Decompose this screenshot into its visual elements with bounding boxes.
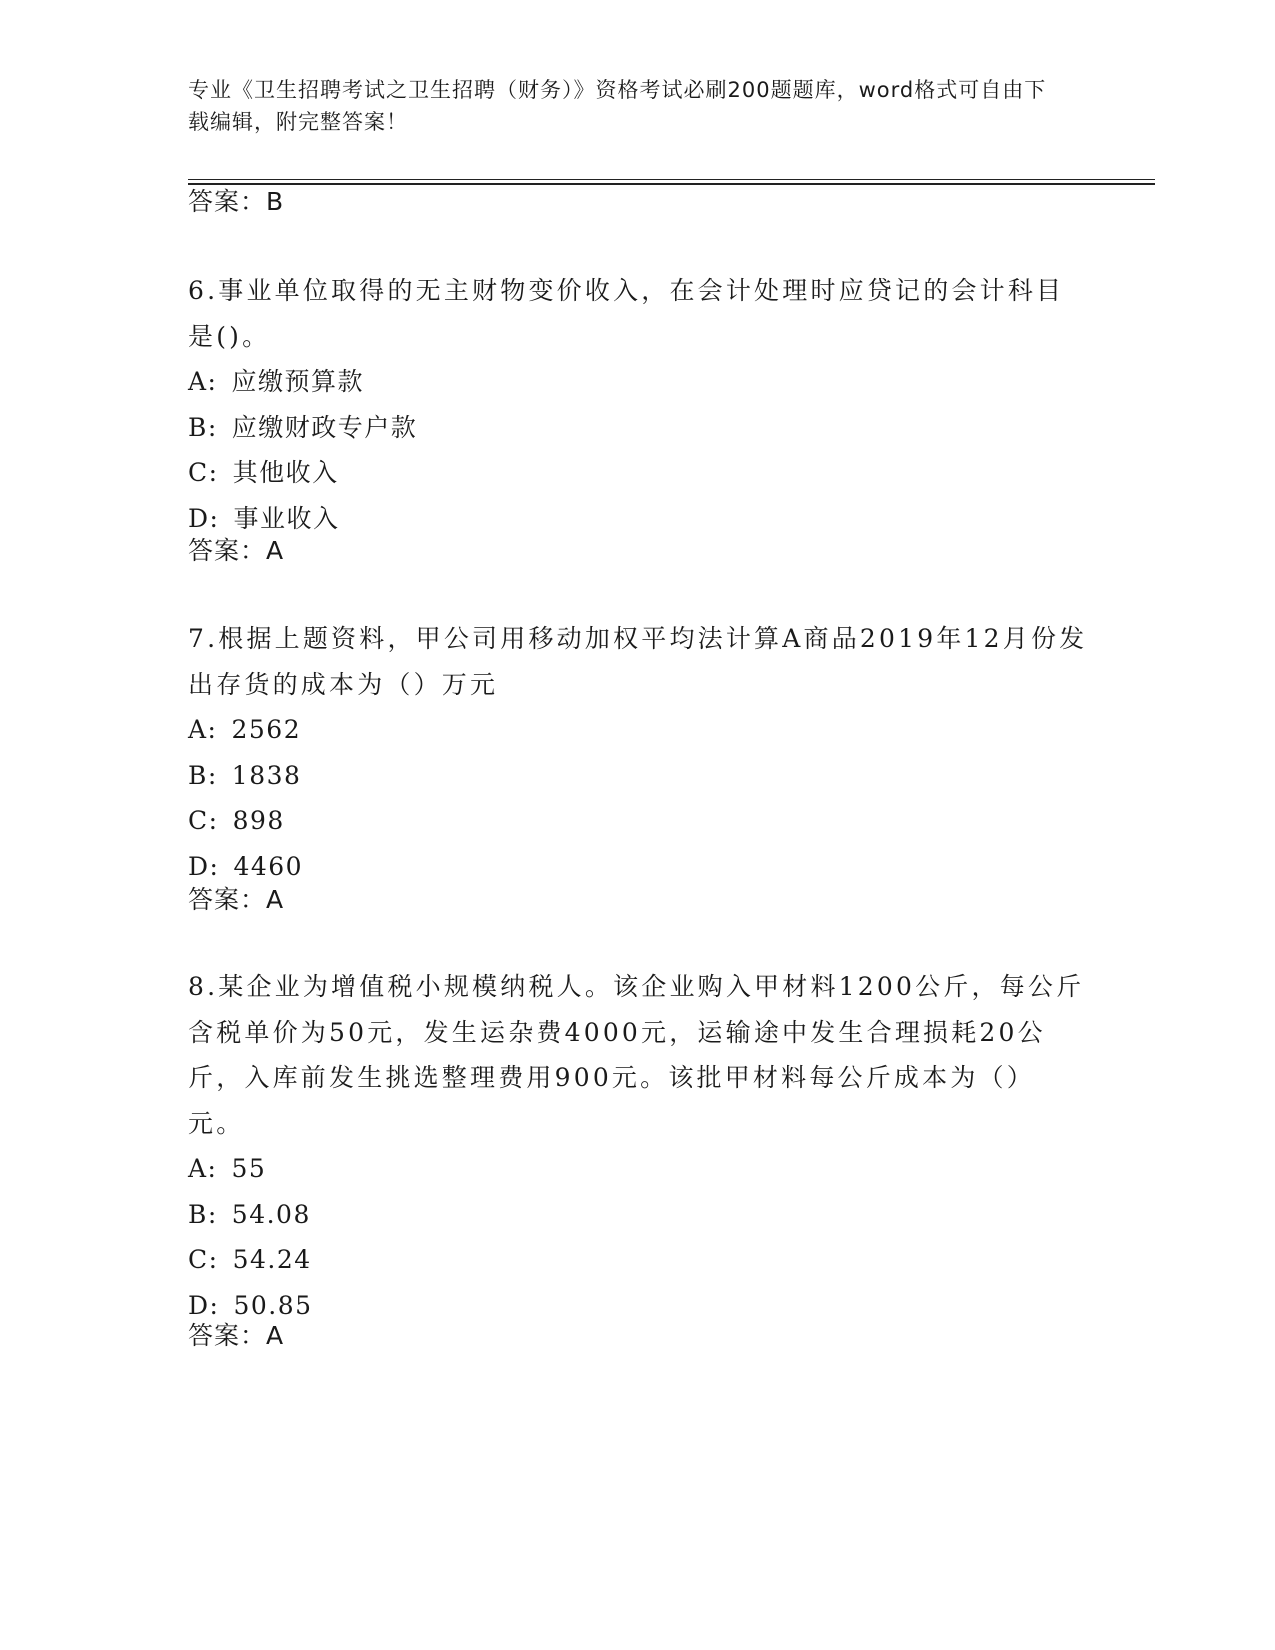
question-block [188, 268, 1088, 541]
option-key: C: [188, 1245, 219, 1274]
option-value: 54.24 [232, 1245, 312, 1274]
option-key: B: [188, 412, 218, 442]
option-value: 50.85 [233, 1290, 313, 1320]
question-stem: 6.事业单位取得的无主财物变价收入，在会计处理时应贷记的会计科目是()。 [188, 276, 1065, 351]
option-b [188, 1192, 1088, 1238]
option-a [188, 359, 1088, 405]
option-key: C: [188, 806, 219, 835]
option-value: 1838 [231, 760, 302, 790]
option-key: A: [188, 367, 218, 396]
question-stem: 7.根据上题资料，甲公司用移动加权平均法计算A商品2019年12月份发出存货的成本为（）万元 [188, 624, 1088, 699]
option-value: 事业收入 [233, 503, 340, 533]
answer-line: 答案：A [188, 885, 285, 914]
option-key: A: [188, 1154, 218, 1183]
option-d [188, 844, 1088, 890]
question-stem: 8.某企业为增值税小规模纳税人。该企业购入甲材料1200公斤，每公斤含税单价为50元，发生运杂费4000元，运输途中发生合理损耗20公斤，入库前发生挑选整理费用900元。该批甲材料每公斤成本为（）元。 [188, 972, 1085, 1138]
option-key: C: [188, 458, 219, 487]
option-a [188, 707, 1088, 753]
option-value: 55 [231, 1154, 267, 1183]
question-block [188, 616, 1088, 889]
answer-line: 答案：B [188, 187, 285, 216]
option-value: 2562 [231, 715, 302, 744]
option-c [188, 450, 1088, 496]
option-key: A: [188, 715, 218, 744]
question-block [188, 964, 1088, 1328]
header-divider-thick [188, 183, 1155, 185]
option-c [188, 798, 1088, 844]
option-value: 4460 [233, 851, 304, 881]
option-b [188, 753, 1088, 799]
option-a [188, 1146, 1088, 1192]
option-key: B: [188, 760, 218, 790]
document-header: 专业《卫生招聘考试之卫生招聘（财务）》资格考试必刷200题题库，word格式可自由下载编辑，附完整答案！ [188, 78, 1047, 134]
answer-line: 答案：A [188, 1321, 285, 1350]
option-value: 898 [232, 806, 285, 835]
option-c [188, 1237, 1088, 1283]
answer-line: 答案：A [188, 536, 285, 565]
option-value: 其他收入 [232, 458, 339, 487]
option-key: D: [188, 851, 220, 881]
header-divider-thin [188, 179, 1155, 180]
option-key: B: [188, 1199, 218, 1229]
option-value: 应缴预算款 [231, 367, 364, 396]
option-value: 54.08 [231, 1199, 311, 1229]
option-key: D: [188, 1290, 220, 1320]
option-key: D: [188, 503, 220, 533]
option-value: 应缴财政专户款 [231, 412, 418, 442]
option-b [188, 405, 1088, 451]
